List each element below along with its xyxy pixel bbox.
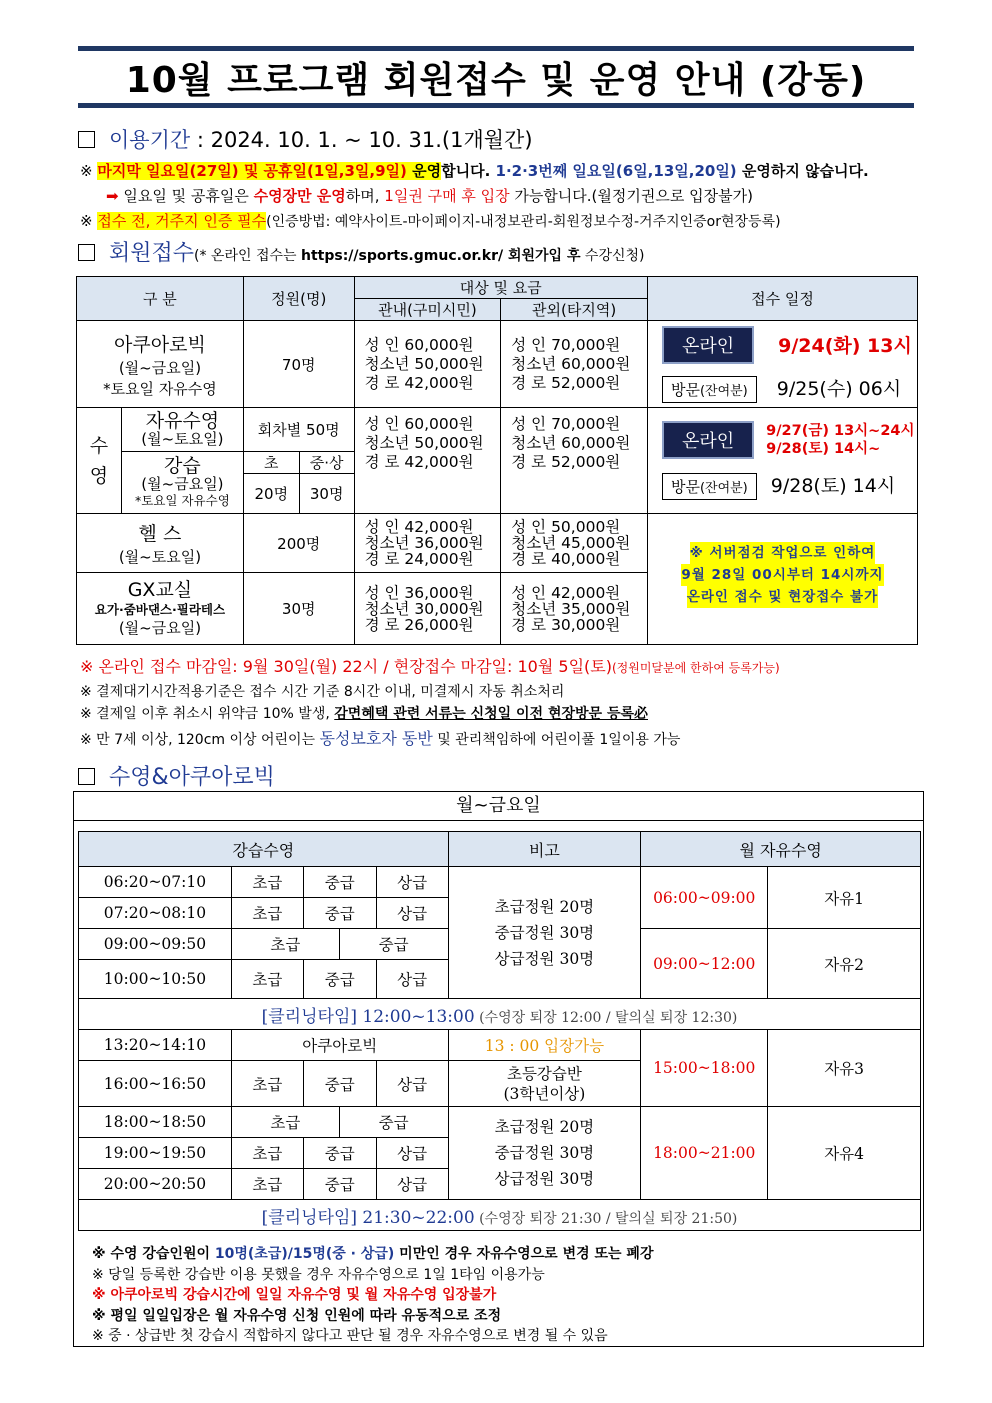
warning-line: 9월 28일 00시부터 14시까지 [681,564,883,586]
capacity-line: 상급정원 30명 [494,1170,595,1188]
schedule-period: 월~금요일 [74,792,923,821]
note-red: 1일권 구매 후 입장 [384,187,510,205]
col-in: 관내(구미시민) [354,299,501,321]
checkbox-icon [78,131,95,148]
time-slot: 19:00~19:50 [79,1138,232,1169]
note-blue: 동성보호자 동반 [319,729,433,748]
fee: 경 로 42,000원 [364,373,474,392]
kids-line: 초등강습반 [506,1064,582,1083]
level-cell: 중급 [303,898,376,929]
deadline-line [80,654,780,677]
note-text: ※ 만 7세 이상, 120cm 이상 어린이는 [80,732,320,748]
cleaning-time [79,1200,921,1231]
section-title: 수영&아쿠아로빅 [109,765,275,790]
fee: 청소년 60,000원 [511,354,631,373]
program-name: 강습 [164,455,201,477]
signup-url[interactable]: https://sports.gmuc.or.kr/ [300,248,504,264]
free-time: 06:00~09:00 [641,867,768,929]
col-out: 관외(타지역) [501,299,648,321]
swim-text: 수영 [89,434,109,487]
kids-line: (3학년이상) [503,1084,586,1103]
note-underline: 감면혜택 관련 서류는 신청일 이전 현장방문 등록必 [334,706,648,722]
kids-note [448,1061,641,1107]
fees-out [501,514,648,573]
free-time: 15:00~18:00 [641,1030,768,1107]
fee: 경 로 26,000원 [364,615,474,634]
level-cell: 상급 [376,867,448,898]
note-blue: 10명(초급)/15명(중 · 상급) [214,1246,395,1262]
note-text: 합니다. [441,162,496,180]
program-days: (월~금요일) [118,619,202,637]
checkbox-icon [78,768,95,785]
level-cell: 초급 [231,1061,303,1107]
checkbox-icon [78,244,95,261]
warning-line: 온라인 접수 및 현장접수 불가 [687,586,878,608]
arrow-icon: ➡ [106,187,119,205]
level-cell: 초급 [231,898,303,929]
page-title [78,46,914,108]
fees-in [354,573,501,645]
server-warning [647,514,917,645]
time-slot: 16:00~16:50 [79,1061,232,1107]
note-text: ※ 결제일 이후 취소시 위약금 10% 발생, [80,706,335,722]
note-text: 운영하지 않습니다. [736,162,869,180]
period-label: 이용기간 [109,128,191,152]
note-text: 및 관리책임하에 어린이풀 1일이용 가능 [432,732,681,748]
program-name: GX교실 [127,579,193,601]
free-name: 자유2 [768,929,921,999]
note-text: (* 온라인 접수는 [194,248,301,264]
note-blue: 1·2·3번째 일요일(6일,13일,20일) [495,162,737,180]
row-health [77,514,244,573]
fee: 경 로 24,000원 [364,550,474,568]
free-time: 18:00~21:00 [641,1107,768,1200]
free-name: 자유4 [768,1107,921,1200]
fee: 성 인 60,000원 [364,335,474,354]
fee: 경 로 52,000원 [511,453,621,471]
fees-in [354,514,501,573]
fee: 청소년 50,000원 [364,434,484,452]
period-sep: : [190,128,211,152]
program-sub: 요가·줌바댄스·필라테스 [94,602,226,617]
level-cell: 초급 [231,960,303,999]
visit-sub: (잔여분) [699,481,748,496]
bottom-notes [92,1244,653,1347]
fee: 성 인 42,000원 [364,518,474,536]
cleaning-note: (수영장 퇴장 21:30 / 탈의실 퇴장 21:50) [474,1210,738,1227]
signup-table [76,276,918,645]
note-bottom-3: ※ 아쿠아로빅 강습시간에 일일 자유수영 및 월 자유수영 입장불가 [92,1287,497,1303]
note-mark: ※ [80,162,93,180]
program-days: (월~토요일) [118,548,202,566]
fee: 성 인 70,000원 [511,415,621,433]
fee: 성 인 36,000원 [364,583,474,602]
visit-badge [662,376,757,403]
note-top-3 [80,210,781,231]
visit-label: 방문 [670,380,700,399]
fee: 청소년 30,000원 [364,599,484,618]
fee: 성 인 42,000원 [511,583,621,602]
row-gx [77,573,244,645]
note-red: 마지막 일요일(27일) 및 공휴일(1일,3일,9일) [97,162,407,180]
program-note: *토요일 자유수영 [135,493,230,508]
level-cell: 초급 [231,867,303,898]
note-bottom-4: ※ 평일 일일입장은 월 자유수영 신청 인원에 따라 유동적으로 조정 [92,1307,502,1324]
section3-line [78,760,275,791]
level-cell: 중급 [339,1107,448,1138]
online-date: 9/27(금) 13시~24시 [766,423,915,439]
aqua-note: 13 : 00 입장가능 [448,1030,641,1061]
fees-in [354,408,501,514]
visit-label: 방문 [670,478,700,496]
time-slot: 09:00~09:50 [79,929,232,960]
deadline-note: (정원미달분에 한하여 등록가능) [611,661,780,675]
fee: 경 로 40,000원 [511,550,621,568]
note-text: ※ 수영 강습인원이 [92,1246,215,1262]
note-text: (인증방법: 예약사이트-마이페이지-내정보관리-회원정보수정-거주지인증or현장등록) [266,214,781,230]
program-days: (월~금요일) [141,475,224,493]
visit-sub: (잔여분) [699,383,748,399]
note-mark: ※ [80,212,93,230]
free-name: 자유1 [768,867,921,929]
level-cell: 중급 [303,867,376,898]
note-text: 운영 [406,162,442,180]
time-slot: 10:00~10:50 [79,960,232,999]
note-text: 하며, [345,187,385,205]
capacity-line: 중급정원 30명 [494,1144,595,1162]
fee: 성 인 70,000원 [511,335,621,354]
level-cell: 중급 [303,960,376,999]
online-date: 9/28(토) 14시~ [766,441,881,457]
aqua-cell: 아쿠아로빅 [231,1030,448,1061]
note-bottom-5: ※ 중 · 상급반 첫 강습시 적합하지 않다고 판단 될 경우 자유수영으로 변경 될 수 있음 [92,1328,608,1344]
note-text: 수강신청) [580,248,645,264]
online-date: 9/24(화) 13시 [778,334,912,357]
fees-out [501,408,648,514]
level-cell: 초급 [231,1169,303,1200]
level-cell: 상급 [376,898,448,929]
fee: 성 인 60,000원 [364,415,474,433]
fee: 경 로 30,000원 [511,615,621,634]
col-target: 대상 및 요금 [354,277,647,299]
time-slot: 07:20~08:10 [79,898,232,929]
fee: 청소년 45,000원 [511,534,631,552]
online-badge: 온라인 [662,326,754,364]
fees-in [354,321,501,408]
col-gubun: 구 분 [77,277,244,321]
deadline-text: ※ 온라인 접수 마감일: 9월 30일(월) 22시 / 현장접수 마감일: 10월 5일(토) [80,657,612,676]
program-name: 헬 스 [138,523,182,545]
fee: 청소년 50,000원 [364,354,484,373]
fee: 청소년 36,000원 [364,534,484,552]
capacity: 30명 [243,573,354,645]
note-capacity [448,867,641,999]
section-title: 회원접수 [109,241,195,266]
capacity: 회차별 50명 [243,408,354,452]
visit-date: 9/28(토) 14시 [770,475,896,497]
level-cell: 상급 [376,1138,448,1169]
cleaning-note: (수영장 퇴장 12:00 / 탈의실 퇴장 12:30) [474,1009,738,1026]
note-mid-2 [80,703,648,723]
note-highlight: 접수 전, 거주지 인증 필수 [97,212,267,230]
level-cell: 상급 [376,960,448,999]
warning-line: ※ 서버점검 작업으로 인하여 [690,542,876,564]
program-days: (월~금요일) [118,358,202,377]
fees-out [501,321,648,408]
capacity: 70명 [243,321,354,408]
period-value: 2024. 10. 1. ~ 10. 31.(1개월간) [210,128,533,152]
level-cell: 중급 [303,1169,376,1200]
level-low: 초 [243,452,299,474]
note-top-1 [80,160,869,181]
level-cell: 초급 [231,929,339,960]
fee: 성 인 50,000원 [511,518,621,536]
level-cell: 초급 [231,1138,303,1169]
note-text: 가능합니다.(월정기권으로 입장불가) [509,187,753,205]
program-note: *토요일 자유수영 [103,379,217,398]
level-cell: 중급 [303,1061,376,1107]
note-text: 일요일 및 공휴일은 [118,187,254,205]
program-name: 자유수영 [145,410,220,432]
schedule-swim [647,408,917,514]
time-slot: 06:20~07:10 [79,867,232,898]
free-name: 자유3 [768,1030,921,1107]
note-top-2 [106,185,753,206]
time-slot: 20:00~20:50 [79,1169,232,1200]
note-bottom-1 [92,1244,653,1265]
level-cell: 중급 [303,1138,376,1169]
col-note: 비고 [448,832,641,867]
fee: 청소년 35,000원 [511,599,631,618]
row-lesson [121,452,243,514]
cleaning-label: [클리닝타임] 21:30~22:00 [261,1207,475,1228]
capacity-line: 초급정원 20명 [494,1118,595,1136]
level-cell: 중급 [339,929,448,960]
swim-label [77,408,122,514]
note-bottom-2: ※ 당일 등록한 강습반 이용 못했을 경우 자유수영으로 1일 1타임 이용가능 [92,1266,545,1283]
note-text: 미만인 경우 자유수영으로 변경 또는 폐강 [394,1246,654,1262]
col-lesson: 강습수영 [79,832,449,867]
col-free-swim: 월 자유수영 [641,832,921,867]
schedule-aqua [647,321,917,408]
capacity-line: 중급정원 30명 [494,923,595,942]
cleaning-time [79,999,921,1030]
note-text: 회원가입 후 [503,248,581,264]
fees-out [501,573,648,645]
note-mid-1: ※ 결제대기시간적용기준은 접수 시간 기준 8시간 이내, 미결제시 자동 취소처리 [80,684,565,700]
capacity: 20명 [243,474,299,514]
program-name: 아쿠아로빅 [114,333,206,356]
visit-date: 9/25(수) 06시 [776,377,902,400]
period-line [78,124,533,154]
fee: 청소년 60,000원 [511,434,631,452]
level-mid: 중·상 [299,452,354,474]
program-days: (월~토요일) [141,430,224,448]
col-capacity: 정원(명) [243,277,354,321]
capacity-line: 초급정원 20명 [494,897,595,916]
signup-line [78,236,645,267]
time-slot: 18:00~18:50 [79,1107,232,1138]
level-cell: 상급 [376,1061,448,1107]
title-text: 10월 프로그램 회원접수 및 운영 안내 (강동) [125,59,867,101]
capacity: 200명 [243,514,354,573]
level-cell: 초급 [231,1107,339,1138]
cleaning-label: [클리닝타임] 12:00~13:00 [261,1006,475,1027]
row-aqua [77,321,244,408]
row-free-swim [121,408,243,452]
swim-schedule-table [78,831,921,1231]
level-cell: 상급 [376,1169,448,1200]
fee: 경 로 42,000원 [364,453,474,471]
capacity: 30명 [299,474,354,514]
visit-badge [662,473,757,500]
note-mid-3 [80,726,680,749]
capacity-line: 상급정원 30명 [494,949,595,968]
online-badge: 온라인 [662,421,754,459]
fee: 경 로 52,000원 [511,373,621,392]
note-red: 수영장만 운영 [253,187,346,205]
col-schedule: 접수 일정 [647,277,917,321]
note-capacity [448,1107,641,1200]
free-time: 09:00~12:00 [641,929,768,999]
time-slot: 13:20~14:10 [79,1030,232,1061]
